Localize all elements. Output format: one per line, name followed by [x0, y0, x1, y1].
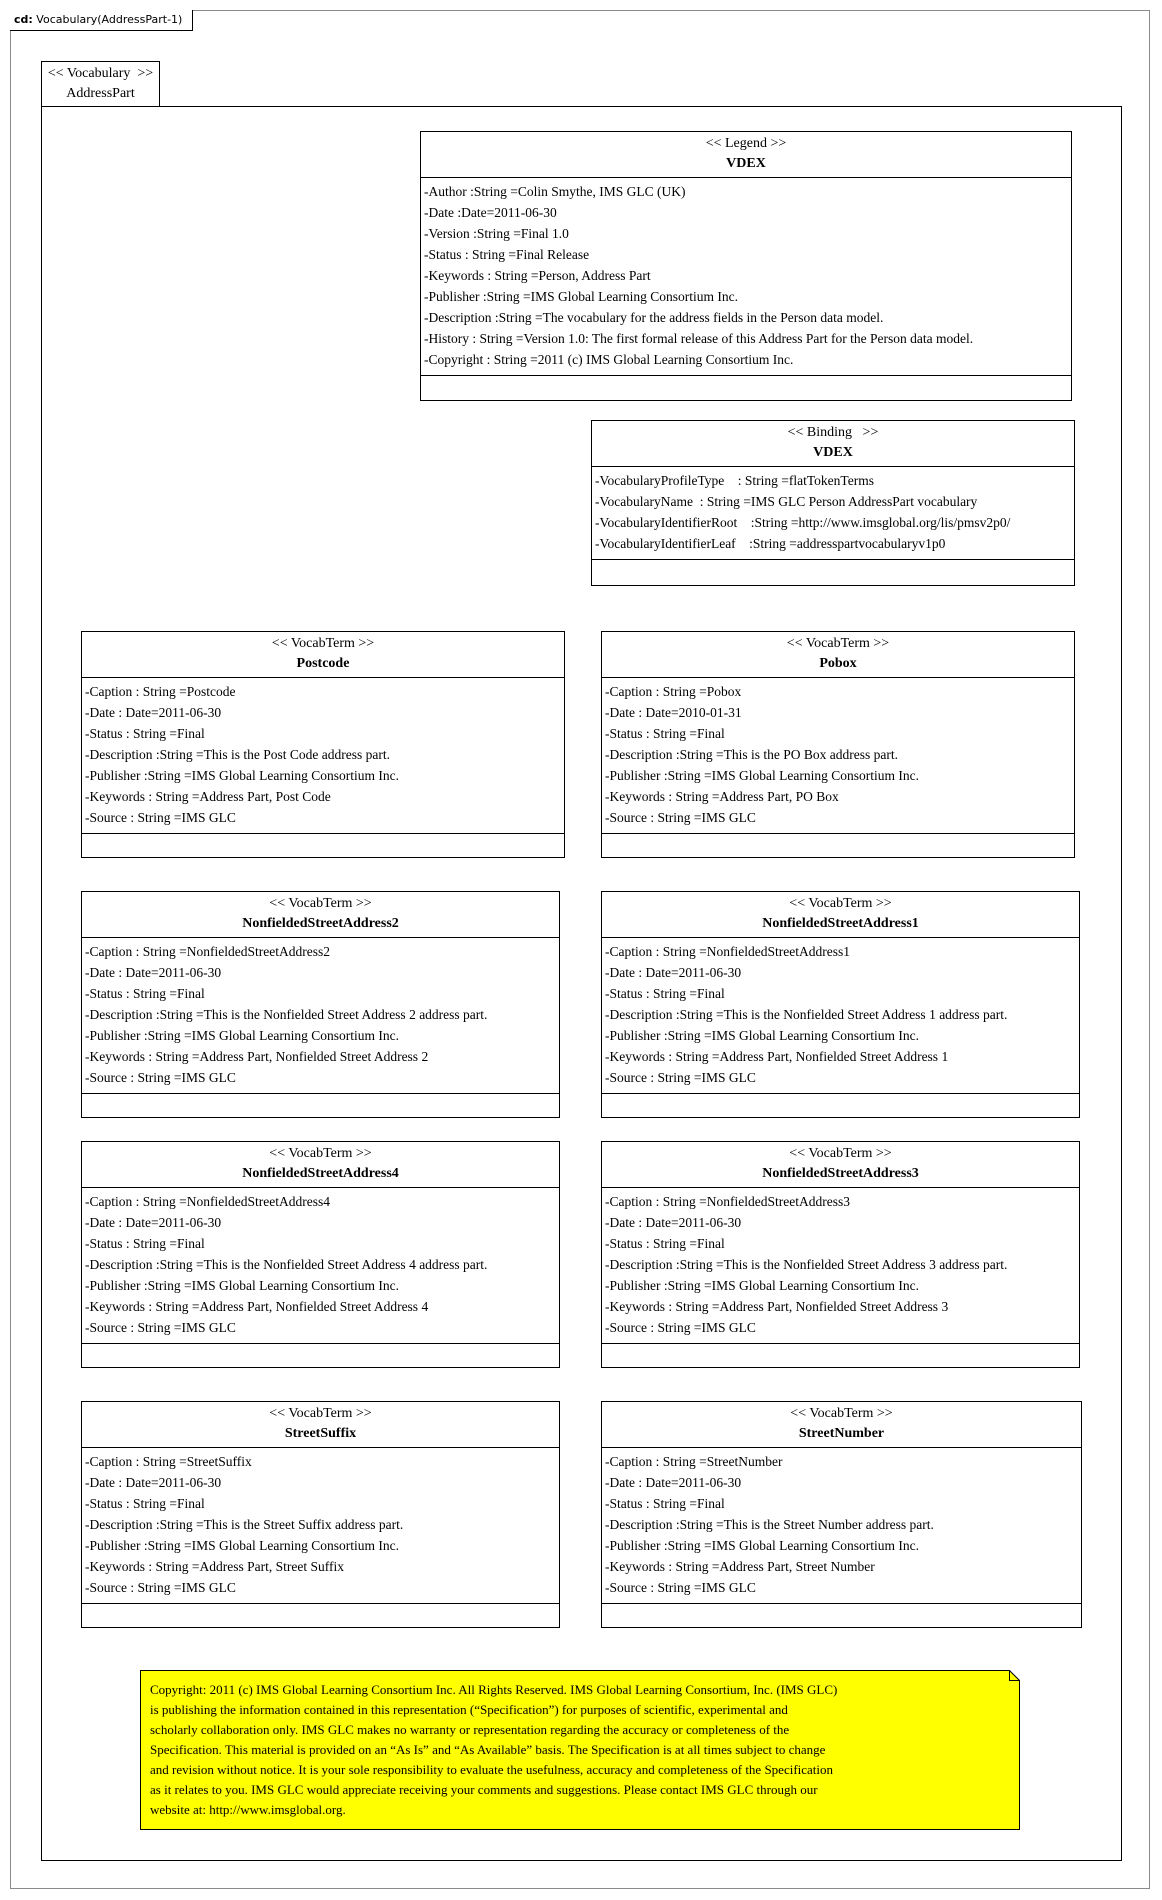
vocabterm-pobox[interactable] — [601, 631, 1075, 858]
class-header — [82, 892, 559, 938]
attribute: -Keywords : String =Address Part, Nonfielded Street Address 3 — [605, 1299, 949, 1314]
class-stereotype: << VocabTerm >> — [786, 636, 890, 651]
attribute: -Caption : String =StreetNumber — [605, 1454, 783, 1469]
attribute: -Date : Date=2011-06-30 — [85, 965, 222, 980]
attribute: -Description :String =This is the PO Box address part. — [605, 747, 898, 762]
attribute: -Date : Date=2011-06-30 — [605, 1215, 742, 1230]
attribute: -Date :Date=2011-06-30 — [424, 205, 557, 220]
class-header — [602, 892, 1079, 938]
note-line: website at: http://www.imsglobal.org. — [150, 1802, 346, 1817]
attribute: -Status : String =Final — [85, 986, 205, 1001]
attribute: -Publisher :String =IMS Global Learning Consortium Inc. — [85, 768, 399, 783]
attribute: -Source : String =IMS GLC — [85, 1580, 236, 1595]
class-stereotype: << VocabTerm >> — [789, 1146, 892, 1161]
vocabterm-nonfieldedstreetaddress3[interactable] — [601, 1141, 1080, 1368]
class-header — [82, 632, 564, 678]
attribute: -Description :String =This is the Nonfielded Street Address 4 address part. — [85, 1257, 488, 1272]
attribute: -Description :String =The vocabulary for the address fields in the Person data model. — [424, 310, 884, 325]
attribute: -Caption : String =NonfieldedStreetAddress2 — [85, 944, 330, 959]
class-header — [82, 1402, 559, 1448]
attribute: -Date : Date=2011-06-30 — [85, 1215, 222, 1230]
class-stereotype: << VocabTerm >> — [269, 1146, 372, 1161]
package-stereotype: << Vocabulary >> — [47, 66, 154, 81]
class-name: NonfieldedStreetAddress4 — [242, 1166, 399, 1181]
attribute: -Keywords : String =Address Part, Post Code — [85, 789, 331, 804]
attribute: -Status : String =Final — [85, 726, 205, 741]
attribute: -Description :String =This is the Street Suffix address part. — [85, 1517, 404, 1532]
attribute: -Status : String =Final — [605, 1496, 725, 1511]
class-name: NonfieldedStreetAddress3 — [762, 1166, 919, 1181]
class-attributes — [602, 938, 1079, 1094]
note-line: is publishing the information contained in this representation (“Specification”) for purposes of scientific, experimental and — [150, 1702, 788, 1717]
class-operations — [602, 1604, 1081, 1628]
class-attributes — [82, 938, 559, 1094]
class-header — [592, 421, 1074, 467]
attribute: -Author :String =Colin Smythe, IMS GLC (UK) — [424, 184, 686, 199]
class-operations — [602, 834, 1074, 858]
class-name: NonfieldedStreetAddress2 — [242, 916, 399, 931]
note-text — [150, 1680, 1010, 1820]
attribute: -Publisher :String =IMS Global Learning Consortium Inc. — [605, 768, 919, 783]
attribute: -Keywords : String =Address Part, PO Box — [605, 789, 839, 804]
attribute: -Publisher :String =IMS Global Learning Consortium Inc. — [605, 1028, 919, 1043]
class-attributes — [82, 1188, 559, 1344]
attribute: -Description :String =This is the Nonfielded Street Address 1 address part. — [605, 1007, 1008, 1022]
vocabterm-streetnumber[interactable] — [601, 1401, 1082, 1628]
class-operations — [82, 834, 564, 858]
attribute: -Description :String =This is the Street Number address part. — [605, 1517, 934, 1532]
diagram-title-tab — [10, 10, 193, 31]
attribute: -Publisher :String =IMS Global Learning Consortium Inc. — [85, 1538, 399, 1553]
attribute: -Caption : String =Postcode — [85, 684, 236, 699]
class-stereotype: << VocabTerm >> — [269, 1406, 372, 1421]
class-attributes — [82, 1448, 559, 1604]
attribute: -Publisher :String =IMS Global Learning Consortium Inc. — [85, 1278, 399, 1293]
class-operations — [82, 1604, 559, 1628]
attribute: -Description :String =This is the Nonfielded Street Address 3 address part. — [605, 1257, 1008, 1272]
attribute: -Source : String =IMS GLC — [605, 1070, 756, 1085]
attribute: -Caption : String =NonfieldedStreetAddress3 — [605, 1194, 850, 1209]
attribute: -Caption : String =StreetSuffix — [85, 1454, 252, 1469]
class-stereotype: << Binding >> — [787, 425, 879, 440]
attribute: -Keywords : String =Address Part, Street Suffix — [85, 1559, 344, 1574]
attribute: -Source : String =IMS GLC — [85, 1070, 236, 1085]
attribute: -Source : String =IMS GLC — [85, 1320, 236, 1335]
attribute: -VocabularyIdentifierLeaf :String =addresspartvocabularyv1p0 — [595, 536, 946, 551]
diagram-kind: cd: — [14, 13, 33, 26]
attribute: -Publisher :String =IMS Global Learning Consortium Inc. — [85, 1028, 399, 1043]
class-operations — [82, 1094, 559, 1118]
class-operations — [602, 1344, 1079, 1368]
class-stereotype: << VocabTerm >> — [269, 896, 372, 911]
class-header — [602, 1142, 1079, 1188]
class-stereotype: << VocabTerm >> — [789, 896, 892, 911]
attribute: -Caption : String =Pobox — [605, 684, 742, 699]
class-header — [602, 1402, 1081, 1448]
vocabterm-nonfieldedstreetaddress2[interactable] — [81, 891, 560, 1118]
class-name: VDEX — [813, 445, 853, 460]
class-attributes — [602, 1188, 1079, 1344]
class-name: StreetNumber — [798, 1426, 885, 1441]
attribute: -Description :String =This is the Nonfielded Street Address 2 address part. — [85, 1007, 488, 1022]
attribute: -Status : String =Final — [605, 726, 725, 741]
attribute: -VocabularyIdentifierRoot :String =http://www.imsglobal.org/lis/pmsv2p0/ — [595, 515, 1011, 530]
class-header — [421, 132, 1071, 178]
vocabterm-postcode[interactable] — [81, 631, 565, 858]
attribute: -VocabularyProfileType : String =flatTokenTerms — [595, 473, 874, 488]
attribute: -Date : Date=2011-06-30 — [605, 1475, 742, 1490]
attribute: -Keywords : String =Address Part, Nonfielded Street Address 1 — [605, 1049, 949, 1064]
class-name: Postcode — [296, 656, 350, 671]
attribute: -Description :String =This is the Post Code address part. — [85, 747, 390, 762]
class-operations — [421, 376, 1071, 400]
diagram-title: Vocabulary(AddressPart-1) — [36, 13, 183, 26]
note-line: Specification. This material is provided on an “As Is” and “As Available” basis. The Specification is at all times subject to change — [150, 1742, 826, 1757]
vocabterm-nonfieldedstreetaddress1[interactable] — [601, 891, 1080, 1118]
class-header — [82, 1142, 559, 1188]
attribute: -Status : String =Final — [85, 1496, 205, 1511]
attribute: -Date : Date=2011-06-30 — [605, 965, 742, 980]
attribute: -Copyright : String =2011 (c) IMS Global Learning Consortium Inc. — [424, 352, 794, 367]
attribute: -Source : String =IMS GLC — [605, 1320, 756, 1335]
attribute: -Publisher :String =IMS Global Learning Consortium Inc. — [605, 1538, 919, 1553]
attribute: -Source : String =IMS GLC — [85, 810, 236, 825]
class-name: VDEX — [726, 156, 766, 171]
class-name: Pobox — [819, 656, 857, 671]
note-line: Copyright: 2011 (c) IMS Global Learning Consortium Inc. All Rights Reserved. IMS Global Learning Consortium, Inc. (IMS GLC) — [150, 1682, 838, 1697]
class-attributes — [421, 178, 1071, 376]
attribute: -Status : String =Final — [605, 1236, 725, 1251]
attribute: -Date : Date=2011-06-30 — [85, 705, 222, 720]
class-operations — [602, 1094, 1079, 1118]
attribute: -Keywords : String =Address Part, Street Number — [605, 1559, 875, 1574]
class-attributes — [602, 678, 1074, 834]
attribute: -Status : String =Final — [85, 1236, 205, 1251]
class-name: NonfieldedStreetAddress1 — [762, 916, 919, 931]
package-name: AddressPart — [66, 86, 135, 101]
binding-class[interactable] — [591, 420, 1075, 586]
note-line: as it relates to you. IMS GLC would appreciate receiving your comments and suggestions. Please contact IMS GLC through our — [150, 1782, 818, 1797]
class-stereotype: << VocabTerm >> — [790, 1406, 893, 1421]
vocabterm-nonfieldedstreetaddress4[interactable] — [81, 1141, 560, 1368]
class-operations — [82, 1344, 559, 1368]
attribute: -Status : String =Final Release — [424, 247, 590, 262]
attribute: -Publisher :String =IMS Global Learning Consortium Inc. — [605, 1278, 919, 1293]
attribute: -Date : Date=2010-01-31 — [605, 705, 742, 720]
note-line: and revision without notice. It is your sole responsibility to evaluate the usefulness, accuracy and completeness of the Specification — [150, 1762, 834, 1777]
attribute: -VocabularyName : String =IMS GLC Person AddressPart vocabulary — [595, 494, 978, 509]
attribute: -History : String =Version 1.0: The first formal release of this Address Part for the Person data model. — [424, 331, 974, 346]
attribute: -Caption : String =NonfieldedStreetAddress4 — [85, 1194, 330, 1209]
legend-class[interactable] — [420, 131, 1072, 401]
attribute: -Version :String =Final 1.0 — [424, 226, 569, 241]
attribute: -Keywords : String =Address Part, Nonfielded Street Address 2 — [85, 1049, 429, 1064]
attribute: -Publisher :String =IMS Global Learning Consortium Inc. — [424, 289, 738, 304]
class-attributes — [82, 678, 564, 834]
class-operations — [592, 560, 1074, 584]
copyright-note[interactable] — [140, 1670, 1020, 1830]
attribute: -Keywords : String =Person, Address Part — [424, 268, 651, 283]
attribute: -Keywords : String =Address Part, Nonfielded Street Address 4 — [85, 1299, 429, 1314]
attribute: -Date : Date=2011-06-30 — [85, 1475, 222, 1490]
class-stereotype: << VocabTerm >> — [271, 636, 375, 651]
note-line: scholarly collaboration only. IMS GLC makes no warranty or representation regarding the accuracy or completeness of the — [150, 1722, 790, 1737]
class-header — [602, 632, 1074, 678]
class-name: StreetSuffix — [284, 1426, 357, 1441]
vocabterm-streetsuffix[interactable] — [81, 1401, 560, 1628]
class-attributes — [592, 467, 1074, 560]
attribute: -Caption : String =NonfieldedStreetAddress1 — [605, 944, 850, 959]
attribute: -Source : String =IMS GLC — [605, 810, 756, 825]
class-attributes — [602, 1448, 1081, 1604]
attribute: -Source : String =IMS GLC — [605, 1580, 756, 1595]
attribute: -Status : String =Final — [605, 986, 725, 1001]
class-stereotype: << Legend >> — [705, 136, 787, 151]
package-tab[interactable] — [41, 61, 160, 106]
